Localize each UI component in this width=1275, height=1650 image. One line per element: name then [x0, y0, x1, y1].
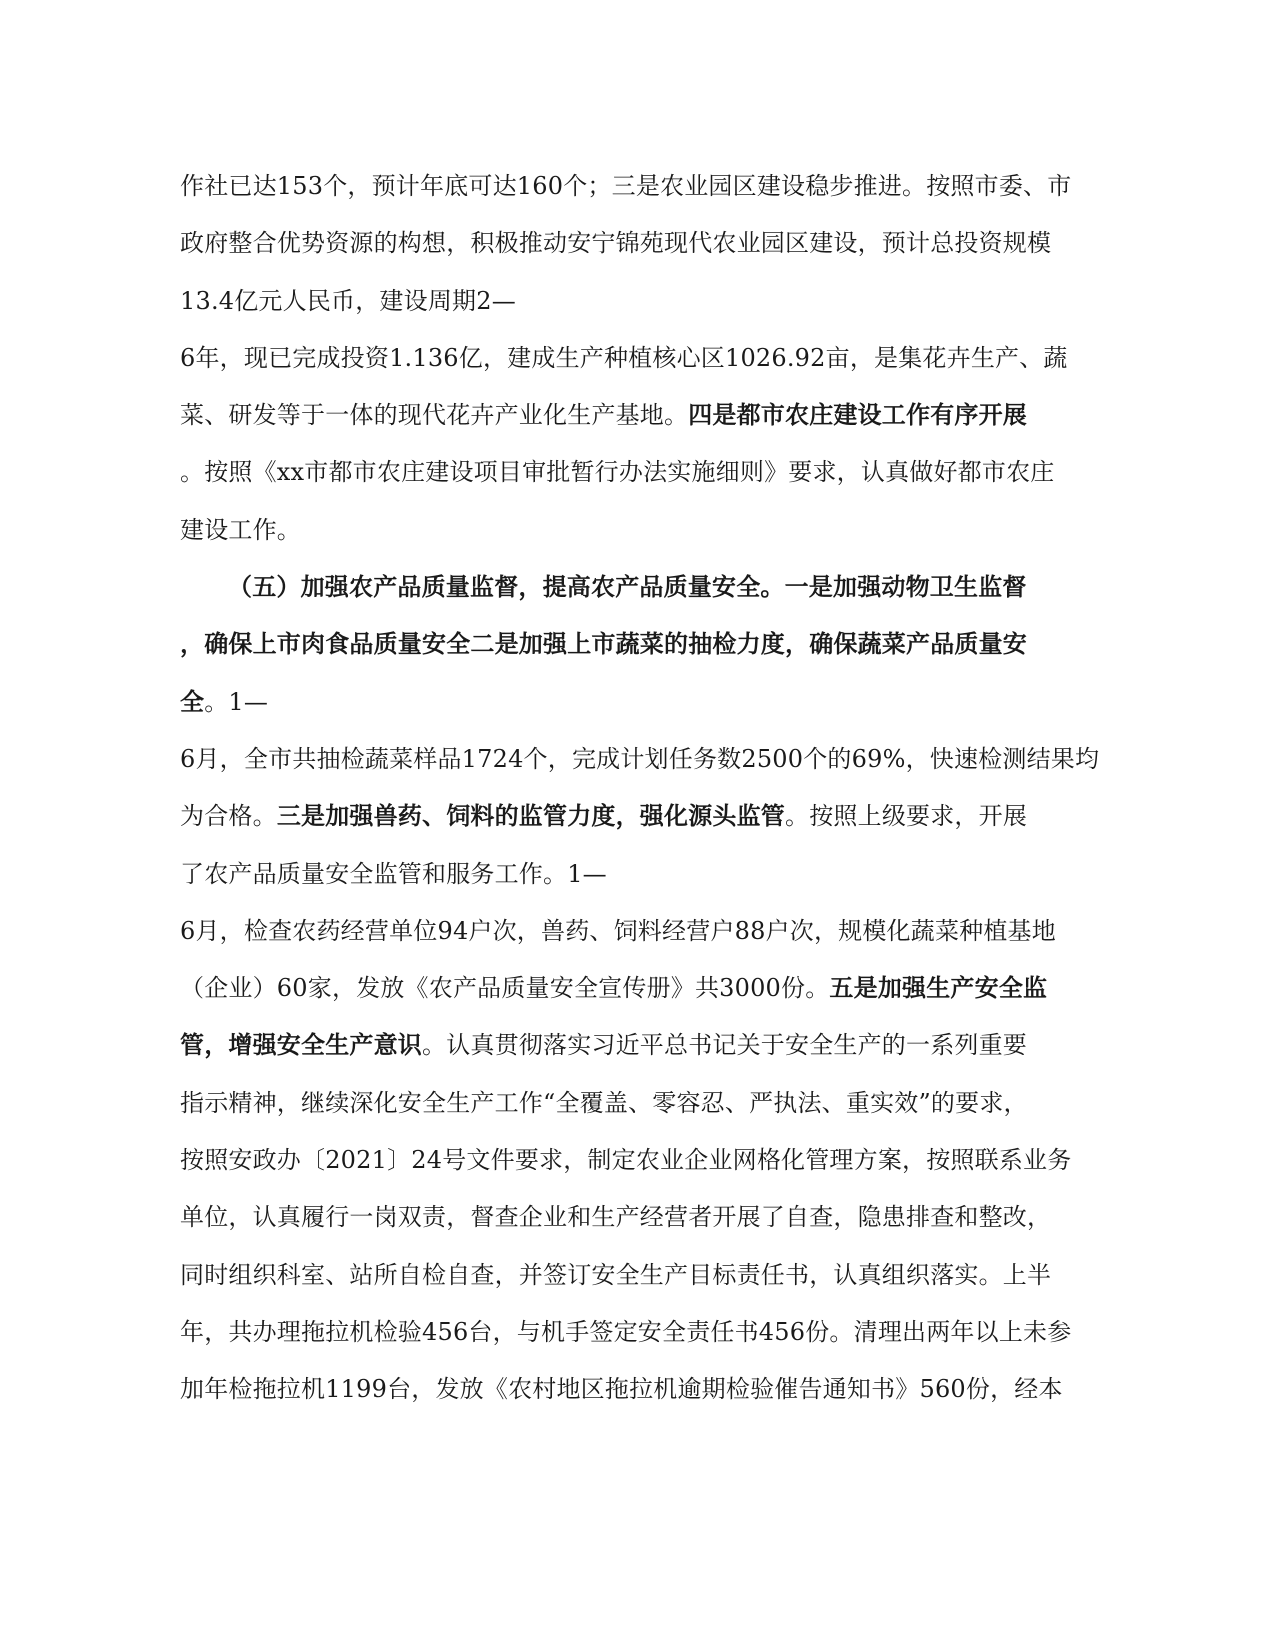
text-segment: 单位，认真履行一岗双责，督查企业和生产经营者开展了自查，隐患排查和整改，: [180, 1203, 1052, 1232]
text-line: [180, 796, 1060, 853]
text-line: [180, 395, 1060, 452]
text-segment: （企业）60家，发放《农产品质量安全宣传册》共3000份。: [180, 974, 830, 1003]
bold-text-segment: 四是都市农庄建设工作有序开展: [688, 400, 1028, 430]
text-segment: 同时组织科室、站所自检自查，并签订安全生产目标责任书，认真组织落实。上半: [180, 1260, 1052, 1289]
text-line: [180, 624, 1060, 681]
text-line: [180, 166, 1072, 223]
text-line: [180, 968, 1060, 1025]
text-line: [180, 1140, 1072, 1197]
text-segment: 。1—: [204, 687, 269, 716]
text-line: [180, 338, 1068, 395]
text-line: [180, 223, 1060, 280]
text-line: [180, 911, 1060, 968]
text-segment: 6月，检查农药经营单位94户次，兽药、饲料经营户88户次，规模化蔬菜种植基地: [180, 916, 1056, 945]
text-segment: 13.4亿元人民币，建设周期2—: [180, 286, 516, 315]
text-segment: 为合格。: [180, 802, 277, 831]
text-line: [180, 281, 1060, 338]
text-segment: 指示精神，继续深化安全生产工作“全覆盖、零容忍、严执法、重实效”的要求，: [180, 1088, 1028, 1117]
text-segment: 6月，全市共抽检蔬菜样品1724个，完成计划任务数2500个的69%，快速检测结果均: [180, 744, 1100, 773]
text-segment: 按照安政办〔2021〕24号文件要求，制定农业企业网格化管理方案，按照联系业务: [180, 1146, 1072, 1175]
text-line: [180, 452, 1060, 509]
text-segment: 。认真贯彻落实习近平总书记关于安全生产的一系列重要: [422, 1031, 1027, 1060]
text-segment: 菜、研发等于一体的现代花卉产业化生产基地。: [180, 401, 689, 430]
text-line: [180, 854, 1060, 911]
text-segment: 加年检拖拉机1199台，发放《农村地区拖拉机逾期检验催告通知书》560份，经本: [180, 1375, 1063, 1404]
bold-text-segment: ，确保上市肉食品质量安全二是加强上市蔬菜的抽检力度，确保蔬菜产品质量安: [180, 629, 1027, 659]
bold-text-segment: 三是加强兽药、饲料的监管力度，强化源头监管: [276, 801, 786, 831]
text-segment: 政府整合优势资源的构想，积极推动安宁锦苑现代农业园区建设，预计总投资规模: [180, 229, 1052, 258]
text-segment: 建设工作。: [180, 515, 301, 544]
text-line: [180, 1025, 1060, 1082]
text-line: [180, 1312, 1072, 1369]
text-segment: 。按照《xx市都市农庄建设项目审批暂行办法实施细则》要求，认真做好都市农庄: [180, 458, 1055, 487]
bold-text-segment: 管，增强安全生产意识: [180, 1030, 422, 1060]
text-segment: 作社已达153个，预计年底可达160个；三是农业园区建设稳步推进。按照市委、市: [180, 172, 1072, 200]
text-segment: 6年，现已完成投资1.136亿，建成生产种植核心区1026.92亩，是集花卉生产、蔬: [180, 343, 1068, 372]
text-line: [180, 1369, 1063, 1426]
text-segment: 年，共办理拖拉机检验456台，与机手签定安全责任书456份。清理出两年以上未参: [180, 1317, 1072, 1346]
bold-text-segment: （五）加强农产品质量监督，提高农产品质量安全。一是加强动物卫生监督: [228, 572, 1027, 602]
text-segment: 了农产品质量安全监管和服务工作。1—: [180, 859, 607, 888]
text-line: [180, 739, 1100, 796]
text-line: [180, 1083, 1060, 1140]
text-line: [180, 1197, 1060, 1254]
bold-text-segment: 全: [180, 686, 205, 716]
text-line: [180, 567, 1060, 624]
text-line: [180, 1255, 1060, 1312]
bold-text-segment: 五是加强生产安全监: [829, 973, 1048, 1003]
text-segment: 。按照上级要求，开展: [785, 802, 1028, 831]
document-body-text: [180, 166, 1100, 1427]
text-line: [180, 682, 1060, 739]
text-line: [180, 510, 1060, 567]
